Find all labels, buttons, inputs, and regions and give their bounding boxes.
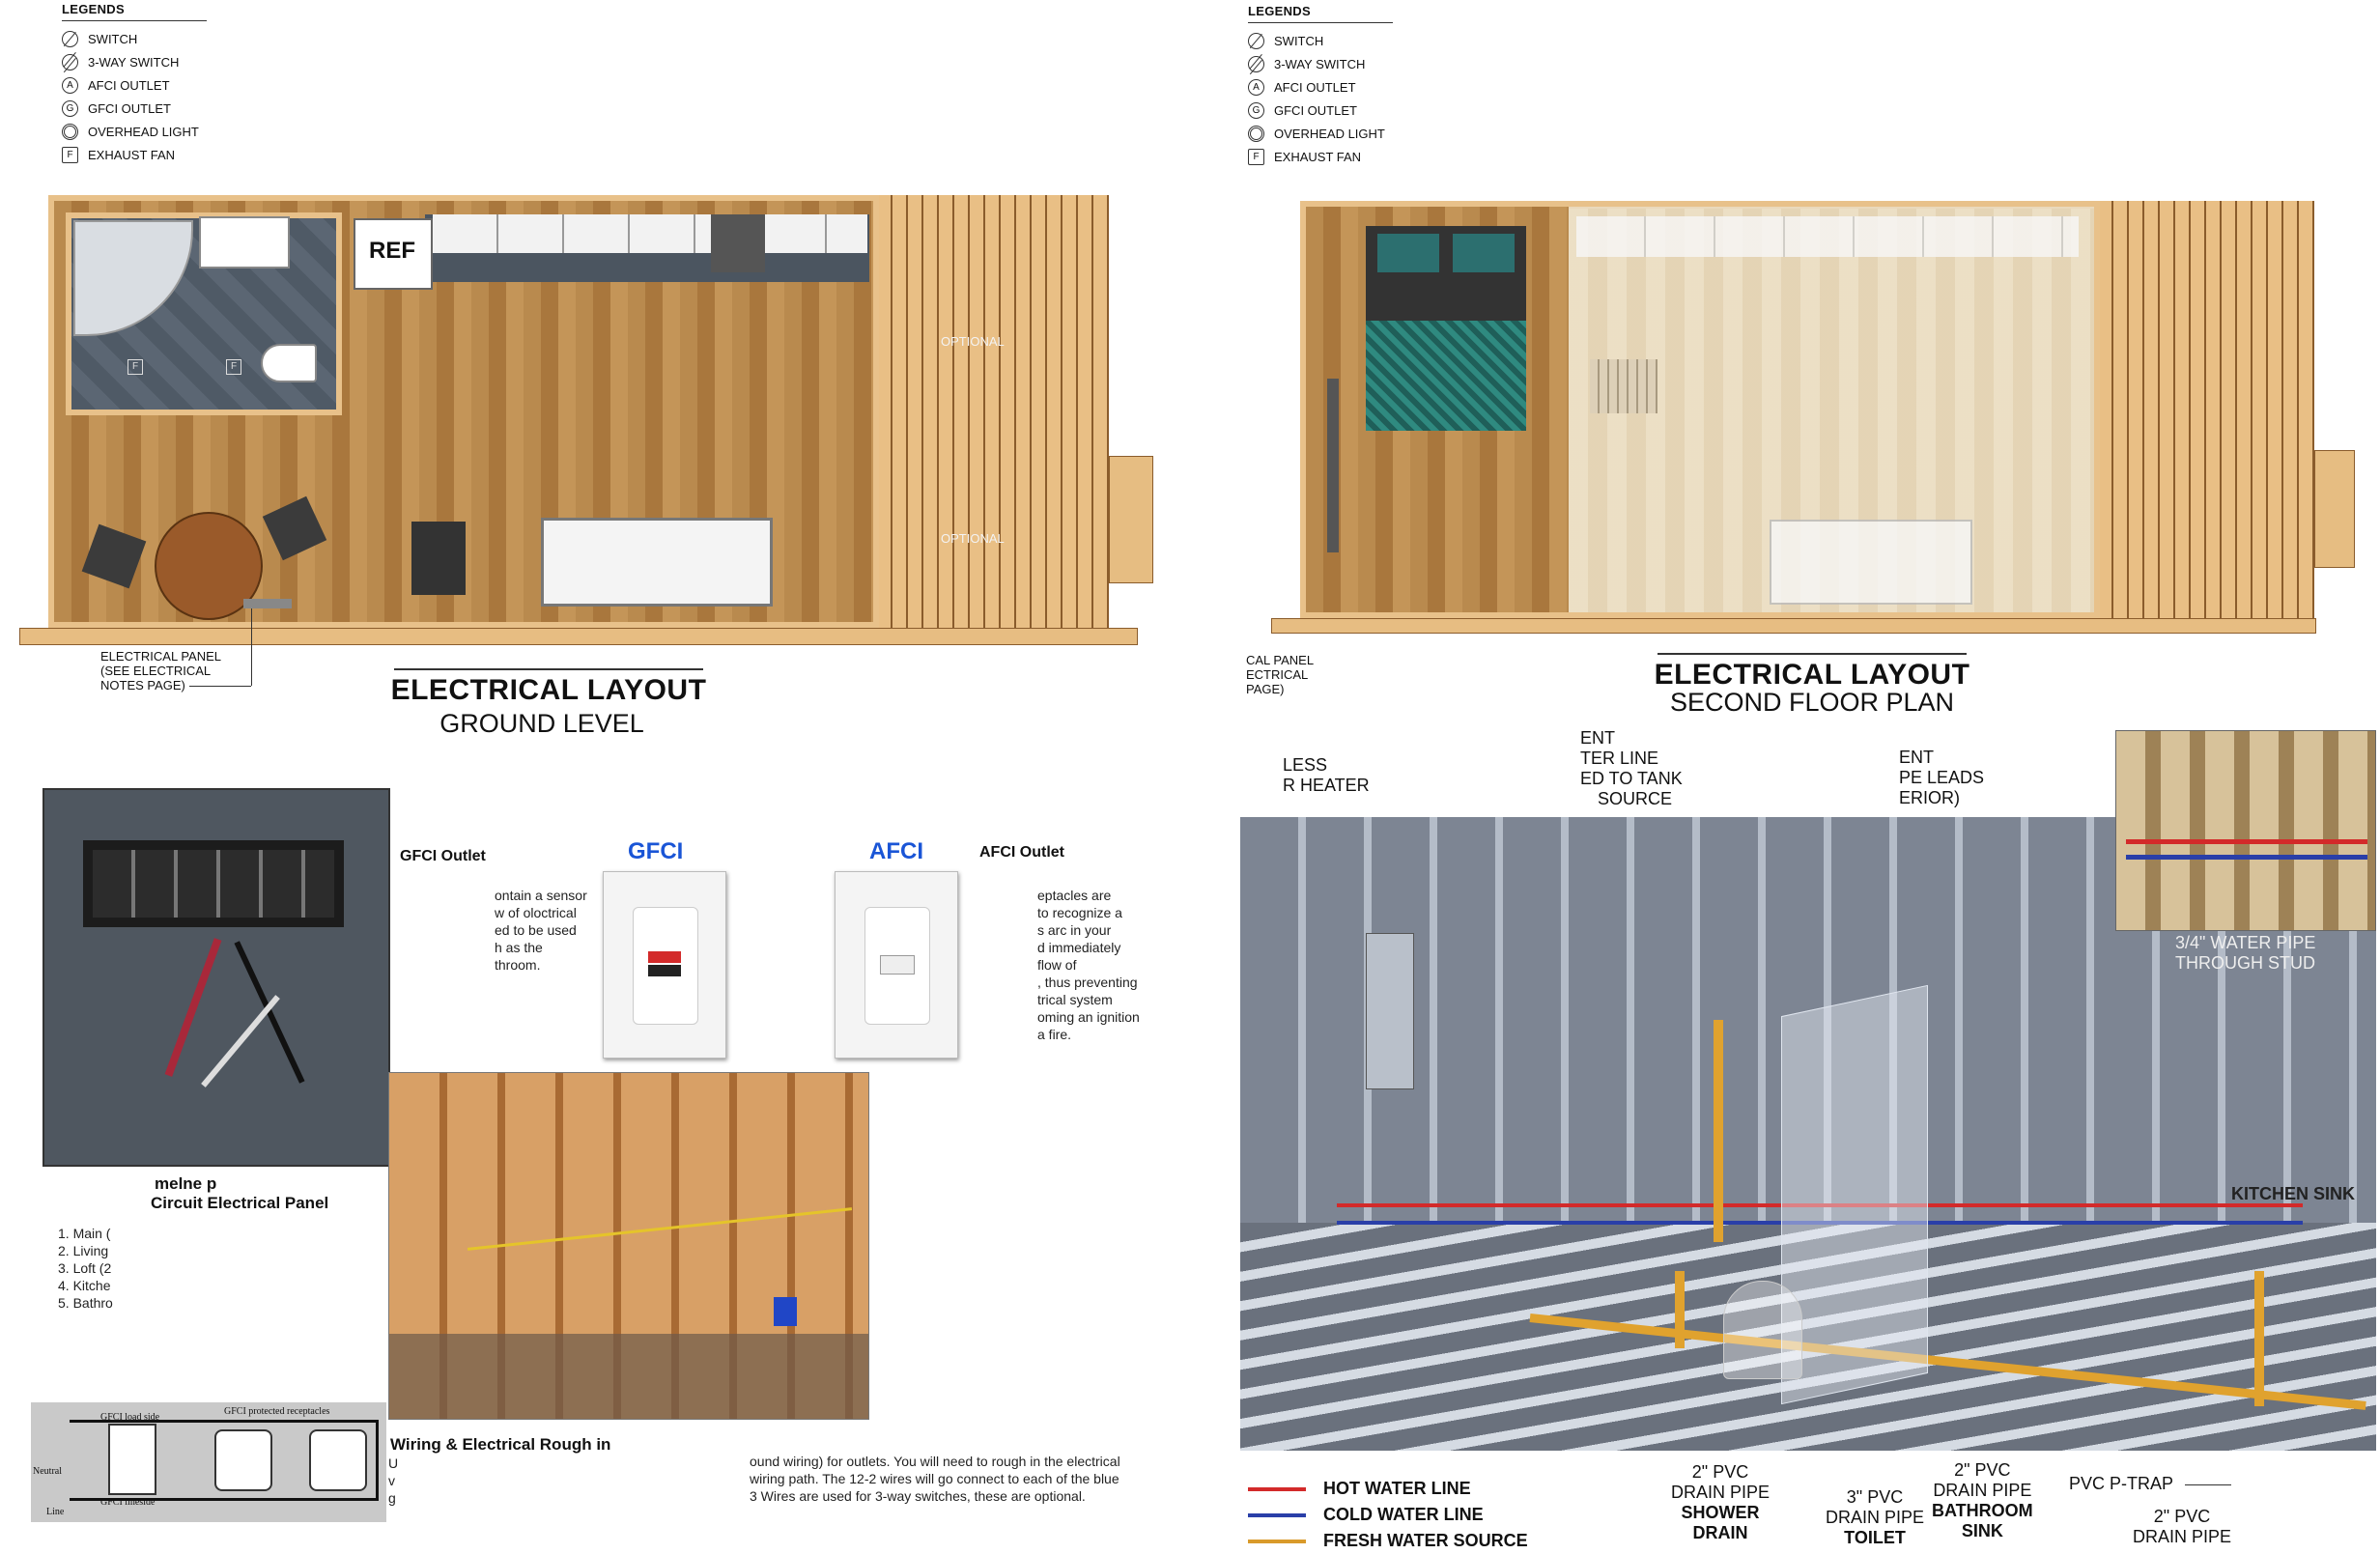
callout-vent-pipe: ENT PE LEADS ERIOR) xyxy=(1899,748,1985,807)
range-hood xyxy=(711,214,765,272)
callout-kitchen-sink: KITCHEN SINK xyxy=(2231,1184,2356,1203)
bathroom-sink xyxy=(199,216,290,268)
plumbing-legend xyxy=(1248,1476,1654,1554)
afci-badge: AFCI xyxy=(869,838,923,864)
ground-title-rule xyxy=(394,668,703,670)
shower-partition xyxy=(1781,985,1928,1404)
afci-heading: AFCI Outlet xyxy=(979,844,1064,861)
wire-path xyxy=(70,1420,379,1501)
legend-rule xyxy=(1248,22,1393,23)
neutral-label: Neutral xyxy=(33,1466,62,1477)
stud-pipe-photo xyxy=(2115,730,2376,931)
drain-label-right: 2" PVC DRAIN PIPE xyxy=(2133,1507,2232,1546)
bed-blanket xyxy=(1366,321,1526,431)
second-title-rule xyxy=(1658,653,1967,655)
legend-item-light: OVERHEAD LIGHT xyxy=(1248,122,1402,145)
gfci-outlet-icon: G xyxy=(1248,102,1264,119)
deck-step xyxy=(2314,450,2355,568)
protected-label: GFCI protected receptacles xyxy=(224,1406,330,1417)
gfci-heading: GFCI Outlet xyxy=(400,848,486,864)
ground-floor-plan xyxy=(19,193,1136,647)
overhead-light-icon xyxy=(1248,126,1264,142)
legend-title: LEGENDS xyxy=(1248,4,1311,18)
gfci-wiring-diagram xyxy=(31,1402,386,1522)
wire-white xyxy=(201,995,280,1088)
afci-outlet-icon: A xyxy=(1248,79,1264,96)
cold-line-swatch xyxy=(1248,1513,1306,1517)
legend-item-3way: 3-WAY SWITCH xyxy=(1248,52,1402,75)
pillow xyxy=(1453,234,1515,272)
sofa-below xyxy=(1770,520,1972,605)
hot-line-swatch xyxy=(1248,1487,1306,1491)
afci-description: eptacles are to recognize a s arc in your d immediately flow of , thus preventing trical system oming an ignition a fire. xyxy=(1037,888,1140,1042)
floor-beam xyxy=(1271,618,2316,634)
toilet-ghost xyxy=(1723,1281,1802,1379)
stair-opening xyxy=(1590,359,1658,413)
breakers xyxy=(93,850,334,918)
ground-subtitle: GROUND LEVEL xyxy=(439,709,644,738)
afci-outlet-photo xyxy=(835,871,958,1059)
callout-water-pipe: 3/4" WATER PIPE THROUGH STUD xyxy=(2175,933,2316,973)
rough-in-photo xyxy=(388,1072,869,1420)
legend-item-gfci: G GFCI OUTLET xyxy=(62,97,216,120)
fresh-water-line xyxy=(1714,1020,1723,1242)
gfci-test-button xyxy=(648,951,681,963)
drain-label-shower: 2" PVC DRAIN PIPE SHOWER DRAIN xyxy=(1671,1462,1771,1542)
rough-in-text: ound wiring) for outlets. You will need to rough in the electrical wiring path. The 12-2 wires will go connect to each of the blue 3 Wires are used for 3-way switches, these are optional. xyxy=(750,1454,1120,1504)
exhaust-fan-icon: F xyxy=(226,359,241,375)
panel-caption: melne p Circuit Electrical Panel xyxy=(151,1174,329,1212)
legend-item-switch: SWITCH xyxy=(1248,29,1402,52)
callout-vent-line: ENT TER LINE ED TO TANK SOURCE xyxy=(1580,728,1683,808)
toilet xyxy=(261,344,317,382)
wood-stove xyxy=(411,522,466,595)
ptrap-label: PVC P-TRAP xyxy=(2069,1474,2174,1493)
panel-callout-line xyxy=(251,608,252,686)
deck xyxy=(2098,201,2314,632)
optional-label: OPTIONAL xyxy=(941,531,1005,546)
exhaust-fan-icon: F xyxy=(62,147,78,163)
sofa xyxy=(541,518,773,607)
legend-right xyxy=(1248,4,1402,168)
drain-label-bathroom-sink: 2" PVC DRAIN PIPE BATHROOM SINK xyxy=(1932,1460,2033,1540)
switch-icon xyxy=(1248,33,1264,49)
wire-red xyxy=(165,938,222,1077)
legend-rule xyxy=(62,20,207,21)
ptrap-leader xyxy=(2185,1484,2231,1485)
legend-item-switch: SWITCH xyxy=(62,27,216,50)
gfci-outlet-icon: G xyxy=(62,100,78,117)
second-floor-plan xyxy=(1271,199,2380,634)
drain-pipe-branch xyxy=(1675,1271,1685,1348)
load-side-label: GFCI load side xyxy=(100,1412,160,1423)
legend-title: LEGENDS xyxy=(62,2,125,16)
callout-water-heater: LESS R HEATER xyxy=(1283,755,1370,795)
overhead-light-icon xyxy=(62,124,78,140)
ground-title: ELECTRICAL LAYOUT xyxy=(390,674,707,706)
legend-item-3way: 3-WAY SWITCH xyxy=(62,50,216,73)
rough-in-floor xyxy=(389,1334,868,1419)
electrical-panel xyxy=(243,599,292,608)
electrical-panel-photo xyxy=(42,788,390,1167)
legend-item-fan: F EXHAUST FAN xyxy=(1248,145,1402,168)
legend-left xyxy=(62,2,216,166)
optional-label: OPTIONAL xyxy=(941,334,1005,349)
wire-yellow xyxy=(468,1207,852,1251)
afci-outlet-icon: A xyxy=(62,77,78,94)
kitchen-below xyxy=(1576,216,2079,257)
deck-step xyxy=(1109,456,1153,583)
legend-fresh: FRESH WATER SOURCE xyxy=(1248,1528,1654,1554)
pillow xyxy=(1377,234,1439,272)
switch-icon xyxy=(62,31,78,47)
wire-black xyxy=(234,941,304,1084)
rough-in-caption: Wiring & Electrical Rough in xyxy=(390,1435,611,1454)
p-trap xyxy=(2254,1271,2264,1406)
gfci-outlet-photo xyxy=(603,871,726,1059)
lineside-label: GFCI lineside xyxy=(100,1497,156,1508)
circuit-list: 1. Main ( 2. Living 3. Loft (2 4. Kitche 5. Bathro xyxy=(58,1226,113,1311)
red-pipe xyxy=(2126,839,2367,844)
line-label: Line xyxy=(46,1507,65,1517)
deck xyxy=(877,195,1109,641)
second-subtitle: SECOND FLOOR PLAN xyxy=(1669,688,1955,717)
three-way-switch-icon xyxy=(1248,56,1264,72)
afci-button xyxy=(880,955,915,975)
legend-hot: HOT WATER LINE xyxy=(1248,1476,1654,1502)
legend-item-fan: F EXHAUST FAN xyxy=(62,143,216,166)
rough-in-left: U v g xyxy=(388,1455,399,1506)
blue-pipe xyxy=(2126,855,2367,860)
gfci-badge: GFCI xyxy=(628,838,684,864)
legend-item-afci: A AFCI OUTLET xyxy=(1248,75,1402,99)
second-title: ELECTRICAL LAYOUT xyxy=(1654,659,1970,691)
fresh-line-swatch xyxy=(1248,1540,1306,1543)
three-way-switch-icon xyxy=(62,54,78,71)
legend-item-gfci: G GFCI OUTLET xyxy=(1248,99,1402,122)
gfci-reset-button xyxy=(648,965,681,976)
legend-item-afci: A AFCI OUTLET xyxy=(62,73,216,97)
legend-cold: COLD WATER LINE xyxy=(1248,1502,1654,1528)
exhaust-fan-icon: F xyxy=(1248,149,1264,165)
panel-callout-line xyxy=(189,686,251,687)
floor-beam xyxy=(19,628,1138,645)
ref-label: REF xyxy=(369,238,415,264)
loft-railing xyxy=(1327,379,1339,552)
kitchen-cabinets xyxy=(433,214,867,253)
electrical-box xyxy=(774,1297,797,1326)
exhaust-fan-icon: F xyxy=(128,359,143,375)
panel-callout-ground: ELECTRICAL PANEL (SEE ELECTRICAL NOTES PAGE) xyxy=(100,649,221,692)
drain-label-toilet: 3" PVC DRAIN PIPE TOILET xyxy=(1826,1487,1925,1547)
gfci-description: ontain a sensor w of oloctrical ed to be used h as the throom. xyxy=(495,888,587,973)
water-heater xyxy=(1366,933,1414,1089)
panel-callout-second: CAL PANEL ECTRICAL PAGE) xyxy=(1246,653,1315,696)
legend-item-light: OVERHEAD LIGHT xyxy=(62,120,216,143)
